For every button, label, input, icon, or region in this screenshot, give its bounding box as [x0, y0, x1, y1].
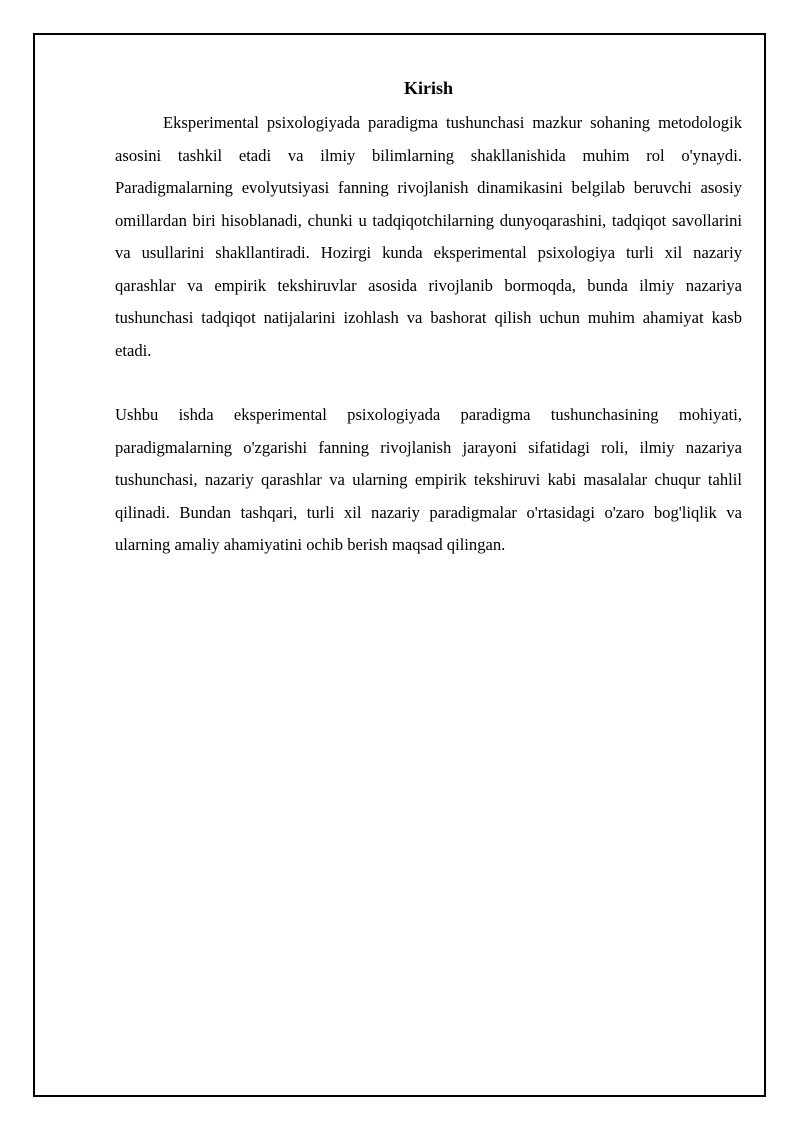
paragraph-purpose: Ushbu ishda eksperimental psixologiyada paradigma tushunchasining mohiyati, paradigmalarning o'zgarishi fanning rivojlanish jarayoni sifatidagi roli, ilmiy nazariya tushunchasi, nazariy qarashlar va ularning empirik tekshiruvi kabi masalalar chuqur tahlil qilinadi. Bundan tashqari, turli xil nazariy paradigmalar o'rtasidagi o'zaro bog'liqlik va ularning amaliy ahamiyatini ochib berish maqsad qilingan.: [115, 405, 742, 554]
section-title: Kirish: [403, 78, 453, 98]
paragraph-intro: Eksperimental psixologiyada paradigma tushunchasi mazkur sohaning metodologik asosini tashkil etadi va ilmiy bilimlarning shakllanishida muhim rol o'ynaydi. Paradigmalarning evolyutsiyasi fanning rivojlanish dinamikasini belgilab beruvchi asosiy omillardan biri hisoblanadi, chunki u tadqiqotchilarning dunyoqarashini, tadqiqot savollarini va usullarini shakllantiradi. Hozirgi kunda eksperimental psixologiya turli xil nazariy qarashlar va empirik tekshiruvlar asosida rivojlanib bormoqda, bunda ilmiy nazariya tushunchasi tadqiqot natijalarini izohlash va bashorat qilish uchun muhim ahamiyat kasb etadi.: [115, 113, 742, 360]
